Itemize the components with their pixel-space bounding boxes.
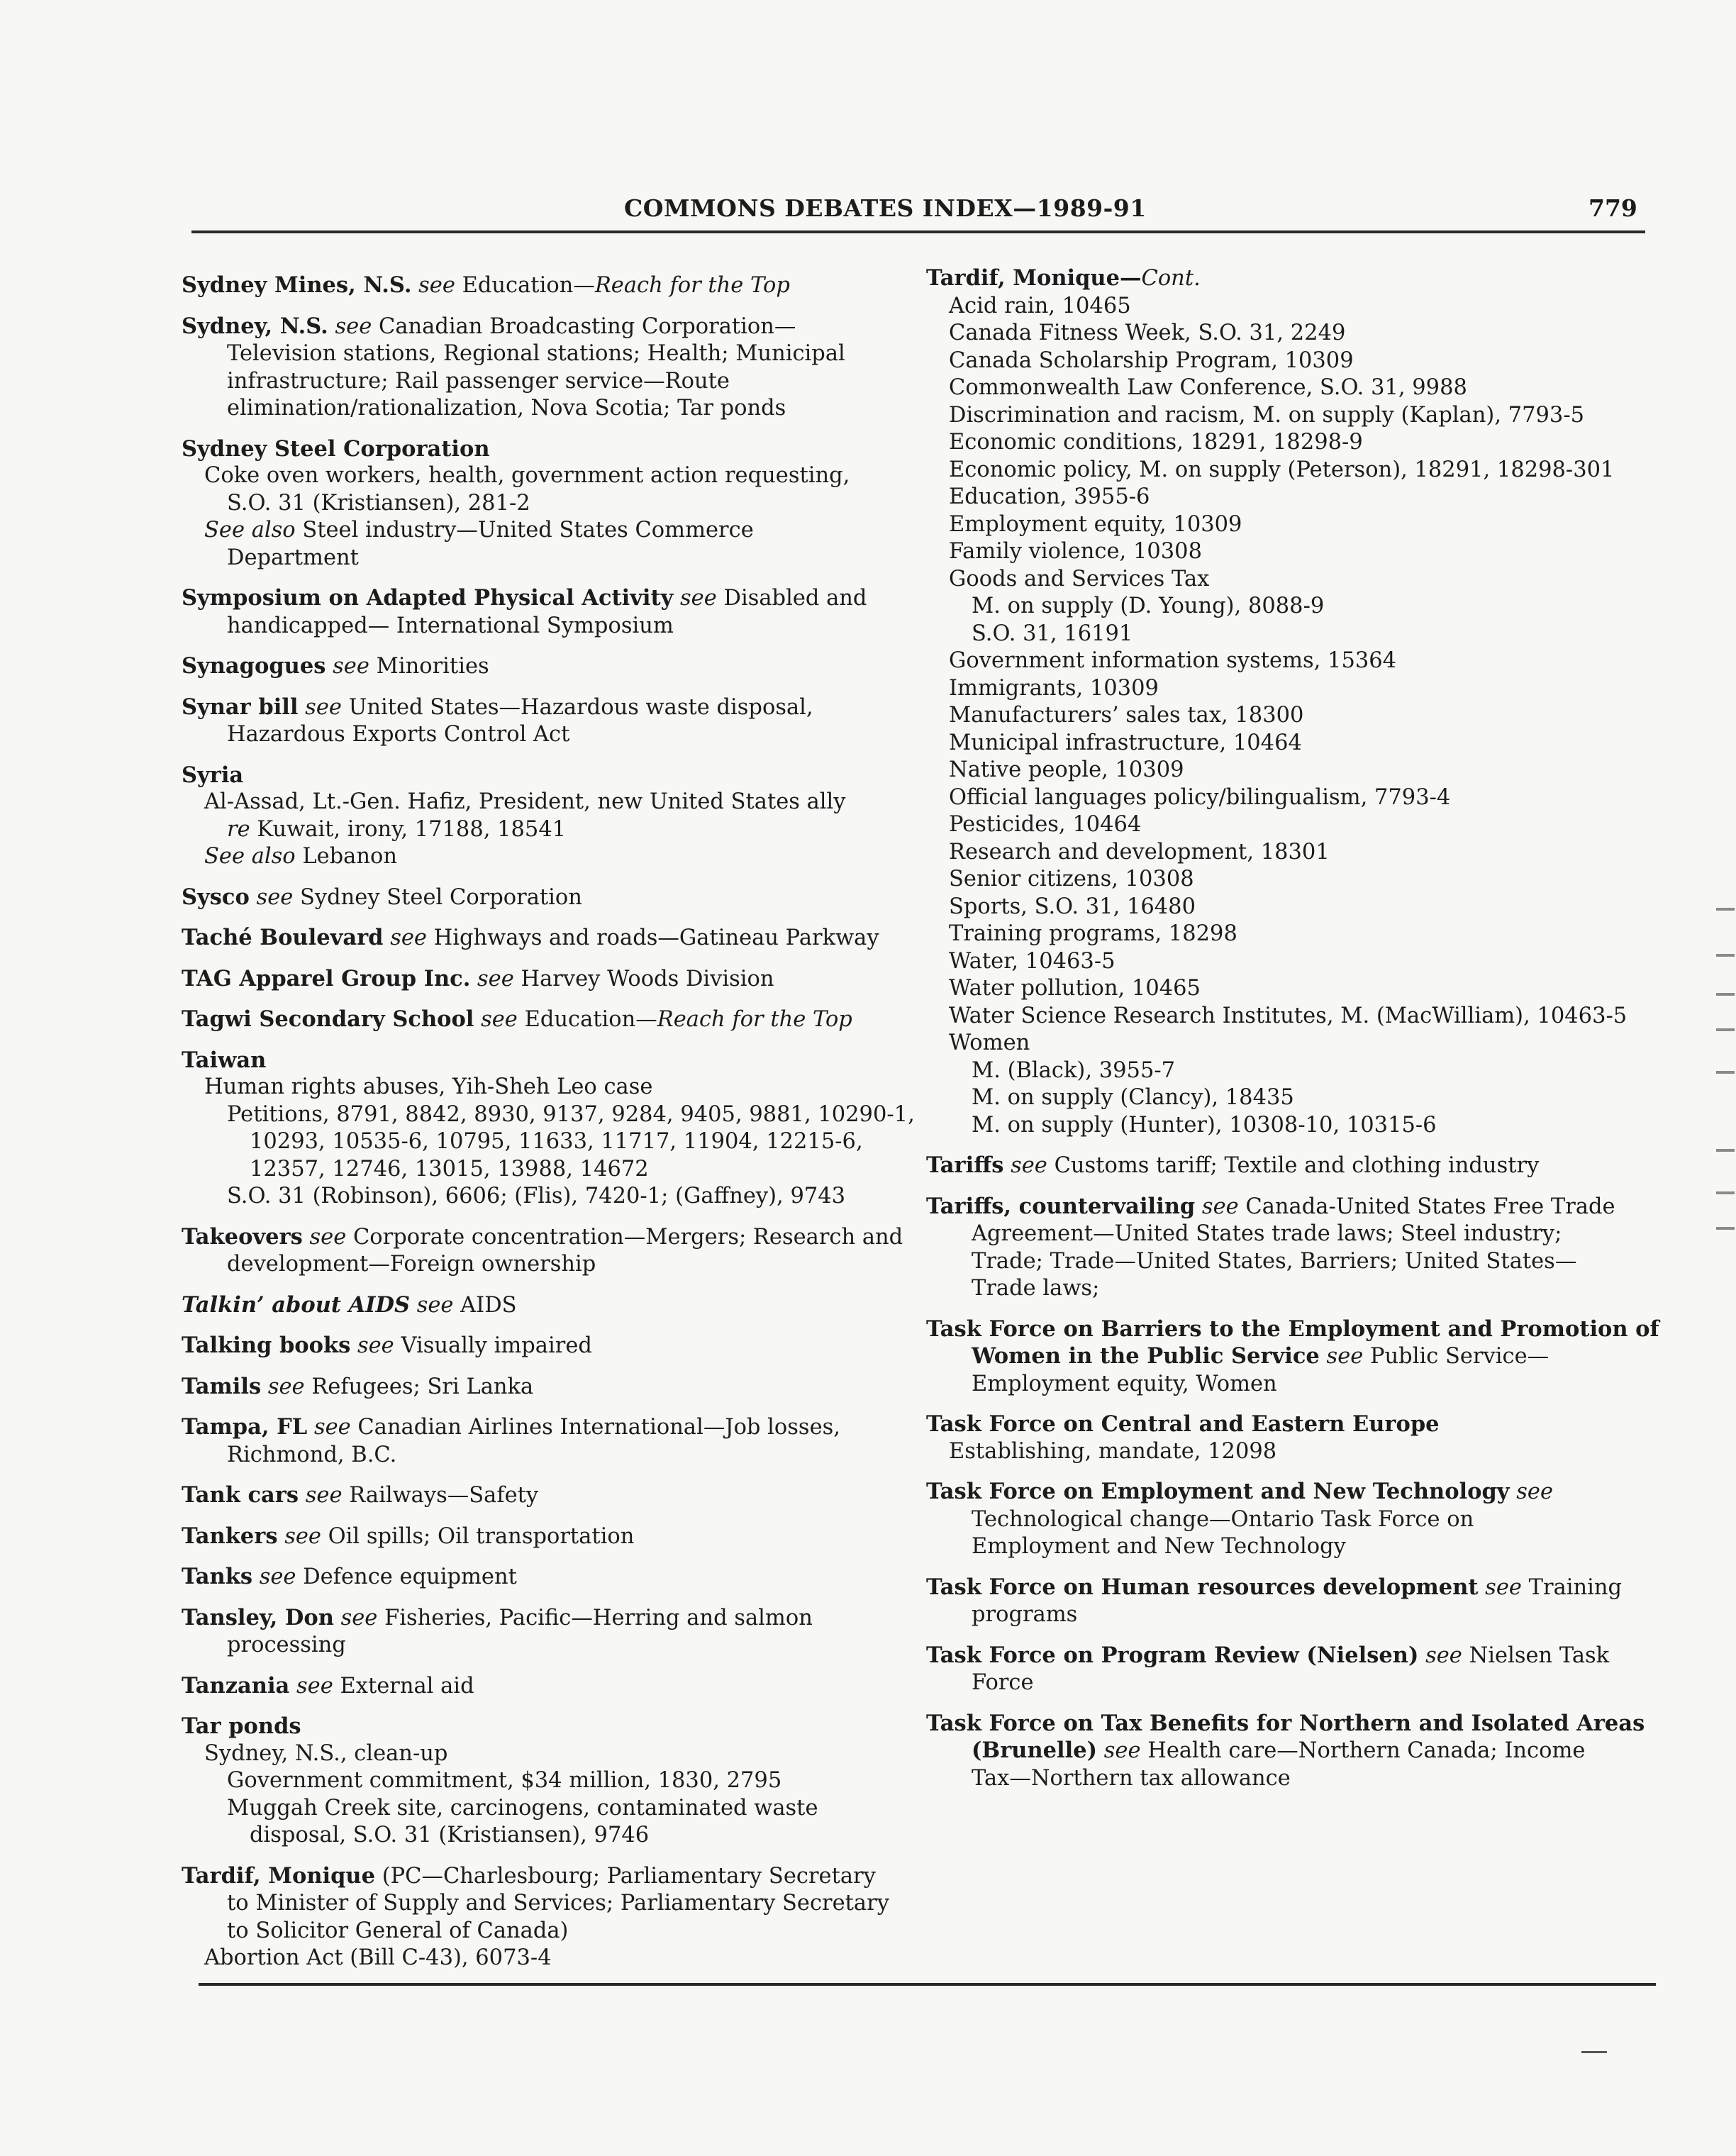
edge-mark: [1716, 993, 1735, 996]
footer-mark: [1581, 2051, 1607, 2053]
edge-mark: [1716, 1149, 1735, 1152]
edge-mark: [1716, 1071, 1735, 1074]
index-entry: Tampa, FL see Canadian Airlines International—Job losses, Richmond, B.C.: [182, 1414, 840, 1467]
index-entry: Tankers see Oil spills; Oil transportation: [182, 1523, 635, 1549]
index-entry: Sysco see Sydney Steel Corporation: [182, 884, 582, 910]
index-entry: Sydney Mines, N.S. see Education—Reach for the Top: [182, 272, 790, 298]
page-number: 779: [1588, 194, 1637, 222]
index-entry: Symposium on Adapted Physical Activity see Disabled and handicapped— International Symposium: [182, 585, 867, 638]
index-entry: Task Force on Tax Benefits for Northern and Isolated Areas (Brunelle) see Health care—Northern Canada; Income Tax—Northern tax allowance: [926, 1710, 1645, 1791]
index-entry: Tanks see Defence equipment: [182, 1564, 517, 1589]
index-entry: Talking books see Visually impaired: [182, 1333, 592, 1358]
index-entry: Tardif, Monique (PC—Charlesbourg; Parliamentary Secretary to Minister of Supply and Services; Parliamentary Secretary to Solicitor General of Canada) Abortion Act (Bill C-43), 6073-4: [182, 1862, 889, 1970]
edge-mark: [1716, 954, 1735, 957]
index-entry: Synar bill see United States—Hazardous waste disposal, Hazardous Exports Control Act: [182, 694, 813, 747]
index-entry: Tar ponds Sydney, N.S., clean-up Government commitment, $34 million, 1830, 2795 Muggah Creek site, carcinogens, contaminated waste disposal, S.O. 31 (Kristiansen), 9746: [182, 1713, 818, 1847]
index-entry: Task Force on Employment and New Technology see Technological change—Ontario Task Force on Employment and New Technology: [926, 1479, 1554, 1559]
index-entry: Task Force on Human resources development see Training programs: [926, 1574, 1623, 1627]
index-entry: TAG Apparel Group Inc. see Harvey Woods Division: [182, 965, 774, 991]
index-entry: Sydney, N.S. see Canadian Broadcasting Corporation— Television stations, Regional stations; Health; Municipal infrastructure; Rail passenger service—Route elimination/rationalization, Nova Scotia; Tar ponds: [182, 313, 845, 421]
edge-mark: [1716, 1028, 1735, 1031]
index-entry: Tanzania see External aid: [182, 1672, 474, 1699]
footer-rule: [199, 1983, 1656, 1986]
edge-mark: [1716, 1191, 1735, 1194]
right-column: [926, 265, 1664, 1805]
index-entry: Taché Boulevard see Highways and roads—Gatineau Parkway: [182, 925, 879, 950]
index-entry: Task Force on Barriers to the Employment and Promotion of Women in the Public Service see Public Service— Employment equity, Women: [926, 1316, 1659, 1396]
index-entry: Tariffs see Customs tariff; Textile and clothing industry: [926, 1152, 1540, 1178]
index-entry: Tamils see Refugees; Sri Lanka: [182, 1373, 534, 1399]
running-header-title: COMMONS DEBATES INDEX—1989-91: [624, 194, 1147, 222]
index-entry: Task Force on Central and Eastern Europe Establishing, mandate, 12098: [926, 1411, 1440, 1464]
edge-mark: [1716, 1227, 1735, 1230]
index-entry: Sydney Steel Corporation Coke oven workers, health, government action requesting, S.O. 31 (Kristiansen), 281-2 See also Steel industry—United States Commerce Department: [182, 435, 850, 570]
index-entry: Tardif, Monique—Cont. Acid rain, 10465 Canada Fitness Week, S.O. 31, 2249 Canada Scholarship Program, 10309 Commonwealth Law Conference, S.O. 31, 9988 Discrimination and racism, M. on supply (Kaplan), 7793-5 Economic conditions, 18291, 18298-9 Economic policy, M. on supply (Peterson), 18291, 18298-301 Education, 3955-6 Employment equity, 10309 Family violence, 10308 Goods and Services Tax M. on supply (D. Young), 8088-9 S.O. 31, 16191 Government information systems, 15364 Immigrants, 10309 Manufacturers’ sales tax, 18300 Municipal infrastructure, 10464 Native people, 10309 Official languages policy/bilingualism, 7793-4 Pesticides, 10464 Research and development, 18301 Senior citizens, 10308 Sports, S.O. 31, 16480 Training programs, 18298 Water, 10463-5 Water pollution, 10465 Water Science Research Institutes, M. (MacWilliam), 10463-5 Women M. (Black), 3955-7 M. on supply (Clancy), 18435 M. on supply (Hunter), 10308-10, 10315-6: [926, 265, 1628, 1138]
index-entry: Tansley, Don see Fisheries, Pacific—Herring and salmon processing: [182, 1604, 813, 1657]
index-entry: Tariffs, countervailing see Canada-United States Free Trade Agreement—United States trade laws; Steel industry; Trade; Trade—United States, Barriers; United States— Trade laws;: [926, 1193, 1615, 1301]
index-entry: Takeovers see Corporate concentration—Mergers; Research and development—Foreign ownership: [182, 1223, 903, 1277]
index-entry: Syria Al-Assad, Lt.-Gen. Hafiz, President, new United States ally re Kuwait, irony, 17188, 18541 See also Lebanon: [182, 762, 846, 869]
index-entry: Synagogues see Minorities: [182, 653, 489, 679]
index-entry: Tagwi Secondary School see Education—Reach for the Top: [182, 1006, 852, 1032]
left-column: [182, 272, 919, 1985]
edge-mark: [1716, 908, 1735, 911]
index-entry: Taiwan Human rights abuses, Yih-Sheh Leo case Petitions, 8791, 8842, 8930, 9137, 9284, 9405, 9881, 10290-1, 10293, 10535-6, 10795, 11633, 11717, 11904, 12215-6, 12357, 12746, 13015, 13988, 14672 S.O. 31 (Robinson), 6606; (Flis), 7420-1; (Gaffney), 9743: [182, 1047, 915, 1208]
index-entry: Tank cars see Railways—Safety: [182, 1482, 539, 1508]
index-entry: Task Force on Program Review (Nielsen) see Nielsen Task Force: [926, 1642, 1610, 1695]
index-entry: Talkin’ about AIDS see AIDS: [182, 1291, 517, 1318]
header-rule: [191, 230, 1645, 233]
